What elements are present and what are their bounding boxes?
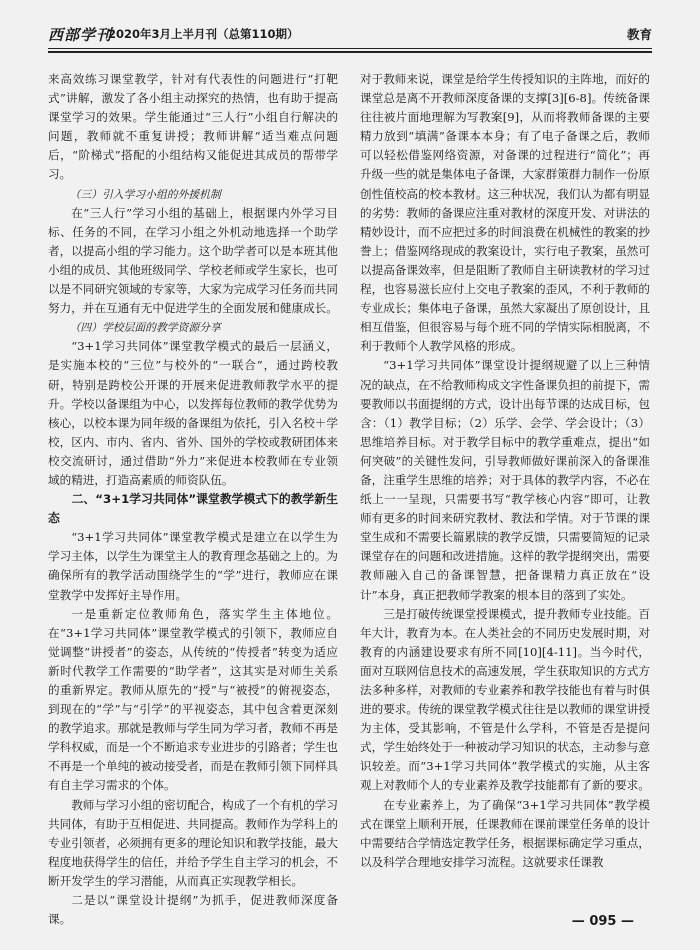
section-heading: 二、“3+1学习共同体”课堂教学模式下的教学新生态 — [48, 492, 338, 526]
header-rule-thick — [48, 51, 652, 53]
subsection-heading: （四）学校层面的教学资源分享 — [69, 321, 221, 335]
paragraph: “3+1学习共同体”课堂教学模式的最后一层涵义，是实施本校的“三位”与校外的“一联合”，通过跨校教研，特别是跨校公开课的开展来促进教师教学水平的提升。学校以备课组为中心，以发挥每位教师的教学优势为核心，以校本课为同年级的备课组为依托，引入名校＋学校，区内、市内、省内、省外、国外的学校或教研团体来校交流研讨，通过借助“外力”来促进本校教师在专业领域的精进，打造高素质的师资队伍。 — [48, 339, 338, 487]
journal-name: 西部学刊 — [48, 26, 113, 44]
header-rule-thin — [48, 48, 652, 49]
paragraph: 二是以“课堂设计提纲”为抓手，促进教师深度备课。 — [48, 893, 338, 927]
left-column — [48, 70, 338, 927]
page-number: — 095 — — [571, 914, 634, 929]
issue-info: 2020年3月上半月刊（总第110期） — [108, 27, 299, 41]
section-label: 教育 — [626, 27, 652, 42]
paragraph: 来高效练习课堂教学，针对有代表性的问题进行“打靶式”讲解，激发了各小组主动探究的热情，也有助于提高课堂学习的效果。学生能通过“三人行”小组自行解决的问题，教师就不重复讲授；教师讲解“适当难点问题后，“阶梯式”搭配的小组结构又能促进其成员的帮带学习。 — [48, 72, 338, 182]
paragraph: 在“三人行”学习小组的基础上，根据课内外学习目标、任务的不同，在学习小组之外机动地选择一个助学者，以提高小组的学习能力。这个助学者可以是本班其他小组的成员、其他班级同学、学校老师或学生家长，也可以是不同研究领域的专家等，大家为完成学习任务而共同努力，并在互通有无中促进学生的全面发展和健康成长。 — [48, 205, 338, 316]
paragraph: 教师与学习小组的密切配合，构成了一个有机的学习共同体，有助于互相促进、共同提高。教师作为学科上的专业引领者，必须拥有更多的理论知识和教学技能，最大程度地获得学生的信任，并给予学生自主学习的机会，不断开发学生的学习潜能，从而真正实现教学相长。 — [48, 797, 338, 888]
paragraph: 对于教师来说，课堂是给学生传授知识的主阵地，而好的课堂总是离不开教师深度备课的支撑[3][6-8]。传统备课往往被片面地理解为写教案[9]，从而将教师备课的主要精力放到“填满”备课本本身；有了电子备课之后，教师可以轻松借鉴网络资源，对备课的过程进行“简化”；再升级一些的就是集体电子备课，大家群策群力制作一份原创性值校高的校本教材。这三种状况，我们认为都有明显的劣势：教师的备课应注重对教材的深度开发、对讲法的精妙设计，而不应把过多的时间浪费在机械性的教案的抄誊上；借鉴网络现成的教案设计，实行电子教案，虽然可以提高备课效率，但是阻断了教师自主研读教材的学习过程，也容易滋长应付上交电子教案的歪风，不利于教师的专业成长；集体电子备课，虽然大家凝出了原创设计，且相互借鉴，但很容易与每个班不同的学情实际相脱离，不利于教师个人教学风格的形成。 — [360, 72, 650, 354]
paragraph: 在专业素养上，为了确保“3+1学习共同体”教学模式在课堂上顺利开展，任课教师在课前课堂任务单的设计中需要结合学情选定教学任务，根据课标确定学习重点，以及科学合理地安排学习流程。这就要求任课教 — [360, 797, 650, 869]
paragraph: “3+1学习共同体”课堂教学模式是建立在以学生为学习主体，以学生为课堂主人的教育理念基础之上的。为确保所有的教学活动围绕学生的“学”进行，教师应在课堂教学中发挥好主导作用。 — [48, 530, 338, 602]
running-header — [48, 22, 652, 46]
subsection-heading: （三）引入学习小组的外援机制 — [69, 187, 221, 201]
paragraph: 三是打破传统课堂授课模式，提升教师专业技能。百年大计，教育为本。在人类社会的不同历史发展时期，对教育的内涵建设要求有所不同[10][4-11]。当今时代，面对互联网信息技术的高速发展，学生获取知识的方式方法多种多样，对教师的专业素养和教学技能也有着与时俱进的要求。传统的课堂教学模式往往是以教师的课堂讲授为主体，受其影响，不管是什么学科，不管是否是提问式，学生始终处于一种被动学习知识的状态，主动参与意识较差。而“3+1学习共同体”教学模式的实施，从主客观上对教师个人的专业素养及教学技能都有了新的要求。 — [360, 606, 650, 793]
right-column — [360, 70, 650, 900]
paragraph: 一是重新定位教师角色，落实学生主体地位。在“3+1学习共同体”课堂教学模式的引领下，教师应自觉调整“讲授者”的姿态，从传统的“传授者”转变为适应新时代教学工作需要的“助学者”，这其实是对师生关系的重新界定。教师从原先的“授”与“被授”的俯视姿态，到现在的“学”与“引学”的平视姿态，其中包含着更深刻的教学追求。那就是教师与学生同为学习者，教师不再是学科权威，而是一个不断追求专业进步的引路者；学生也不再是一个单纯的被动接受者，而是在教师引领下同样具有自主学习需求的个体。 — [48, 606, 338, 793]
paragraph: “3+1学习共同体”课堂设计提纲规避了以上三种情况的缺点，在不给教师构成文字性备课负担的前提下，需要教师以书面提纲的方式，设计出每节课的达成目标，包含：（1）教学目标；（2）乐学、会学、学会设计；（3）思维培养目标。对于教学目标中的教学重难点，提出“如何突破”的关键性发问，引导教师做好课前深入的备课准备，注重学生思维的培养；对于具体的教学内容，不必在纸上一一呈现，只需要书写“教学核心内容”即可，让教师有更多的时间来研究教材、教法和学情。对于节课的课堂生成和不需要长篇累牍的教学反馈，只需要简短的记录课堂存在的问题和改进措施。这样的教学提纲突出，需要教师融入自己的备课智慧，把备课精力真正放在“设计”本身，真正把教师学教案的根本目的落到了实处。 — [360, 358, 650, 602]
